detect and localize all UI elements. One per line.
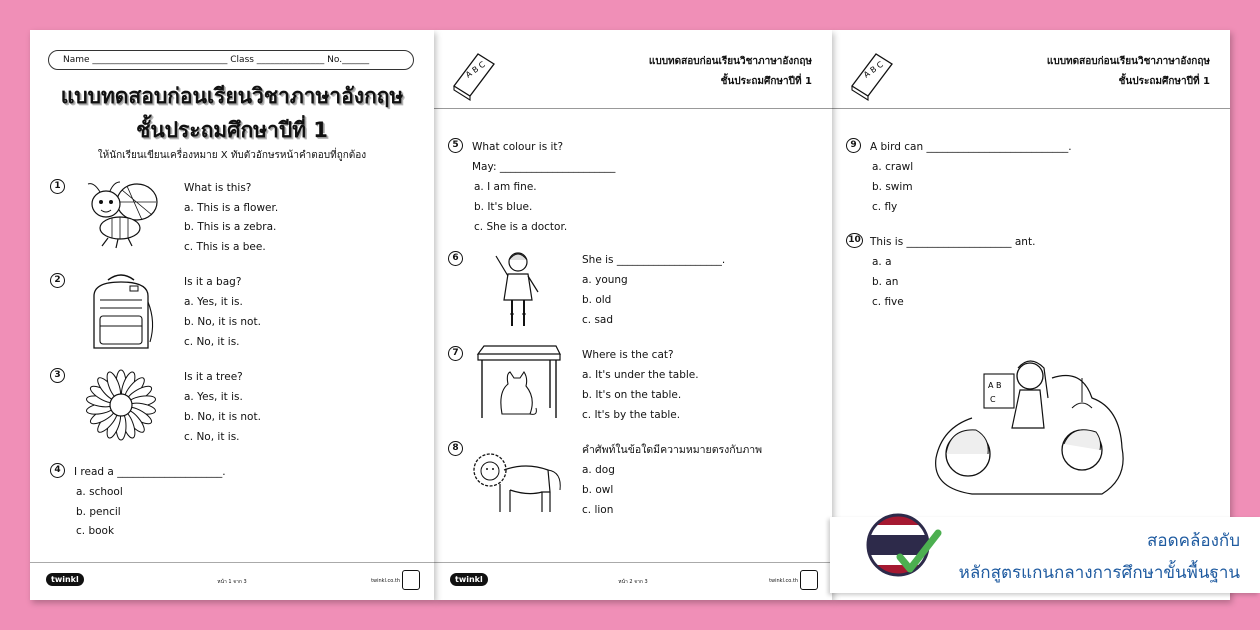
question-10-option-c[interactable]: c. five xyxy=(872,296,904,308)
question-5-option-a[interactable]: a. I am fine. xyxy=(474,181,537,193)
teacher-children-illustration xyxy=(932,358,1132,502)
page-1-footer xyxy=(30,562,434,600)
abc-book-icon xyxy=(448,48,498,98)
question-number-6: 6 xyxy=(448,251,463,266)
question-3-option-a[interactable]: a. Yes, it is. xyxy=(184,391,243,403)
header-title-line-2: ชั้นประถมศึกษาปีที่ 1 xyxy=(720,76,812,87)
question-6-option-c[interactable]: c. sad xyxy=(582,314,614,326)
thailand-flag-icon xyxy=(864,509,944,581)
svg-text:C: C xyxy=(990,395,996,404)
question-8-option-c[interactable]: c. lion xyxy=(582,504,614,516)
question-5-option-c[interactable]: c. She is a doctor. xyxy=(474,221,568,233)
question-5-dialogue: May: ______________________ xyxy=(472,161,616,173)
question-4-option-a[interactable]: a. school xyxy=(76,486,123,498)
question-2-option-c[interactable]: c. No, it is. xyxy=(184,336,240,348)
question-1-option-b[interactable]: b. This is a zebra. xyxy=(184,221,277,233)
question-9-stem: A bird can ___________________________. xyxy=(870,141,1072,153)
name-class-bar: Name ______________________________ Class _______________ No.______ xyxy=(48,50,414,70)
header-divider xyxy=(434,108,832,109)
question-10-option-b[interactable]: b. an xyxy=(872,276,899,288)
header-title-line-1: แบบทดสอบก่อนเรียนวิชาภาษาอังกฤษ xyxy=(1046,56,1210,67)
page-2-header xyxy=(649,52,812,92)
page-3-header xyxy=(1047,52,1210,92)
question-number-4: 4 xyxy=(50,463,65,478)
backpack-icon xyxy=(86,272,156,352)
page-title-line-2: ชั้นประถมศึกษาปีที่ 1 xyxy=(136,118,328,142)
question-number-7: 7 xyxy=(448,346,463,361)
question-7-option-c[interactable]: c. It's by the table. xyxy=(582,409,681,421)
question-number-9: 9 xyxy=(846,138,861,153)
page-title-line-1: แบบทดสอบก่อนเรียนวิชาภาษาอังกฤษ xyxy=(60,84,404,108)
header-title-line-1: แบบทดสอบก่อนเรียนวิชาภาษาอังกฤษ xyxy=(648,56,812,67)
question-4-stem: I read a ____________________. xyxy=(74,466,226,478)
page-2-footer xyxy=(434,562,832,600)
twinkl-logo: twinkl xyxy=(46,573,84,586)
question-1-option-c[interactable]: c. This is a bee. xyxy=(184,241,266,253)
svg-text:A B C: A B C xyxy=(463,59,487,80)
question-5-option-b[interactable]: b. It's blue. xyxy=(474,201,533,213)
question-6-option-a[interactable]: a. young xyxy=(582,274,628,286)
question-2-stem: Is it a bag? xyxy=(184,276,242,288)
question-7-option-b[interactable]: b. It's on the table. xyxy=(582,389,682,401)
question-3-stem: Is it a tree? xyxy=(184,371,243,383)
badge-line-2: หลักสูตรแกนกลางการศึกษาขั้นพื้นฐาน xyxy=(958,563,1240,583)
worksheet-page-1 xyxy=(30,30,434,600)
question-8-option-b[interactable]: b. owl xyxy=(582,484,614,496)
question-3-option-c[interactable]: c. No, it is. xyxy=(184,431,240,443)
question-6-stem: She is ____________________. xyxy=(582,254,726,266)
question-9-option-c[interactable]: c. fly xyxy=(872,201,898,213)
question-number-2: 2 xyxy=(50,273,65,288)
question-number-5: 5 xyxy=(448,138,463,153)
question-number-10: 10 xyxy=(846,233,863,248)
svg-text:A B C: A B C xyxy=(861,59,885,80)
instruction-text: ให้นักเรียนเขียนเครื่องหมาย X ทับตัวอักษรหน้าคำตอบที่ถูกต้อง xyxy=(97,150,367,161)
header-title-line-2: ชั้นประถมศึกษาปีที่ 1 xyxy=(1118,76,1210,87)
question-7-option-a[interactable]: a. It's under the table. xyxy=(582,369,699,381)
quality-badge-icon xyxy=(402,570,420,590)
abc-book-icon xyxy=(846,48,896,98)
question-2-option-b[interactable]: b. No, it is not. xyxy=(184,316,261,328)
question-9-option-b[interactable]: b. swim xyxy=(872,181,913,193)
question-number-1: 1 xyxy=(50,179,65,194)
table-cat-icon xyxy=(474,344,564,420)
page-number: หน้า 2 จาก 3 xyxy=(618,579,648,585)
curriculum-badge xyxy=(830,517,1260,593)
quality-badge-icon xyxy=(800,570,818,590)
worksheet-page-2 xyxy=(434,30,832,600)
twinkl-logo: twinkl xyxy=(450,573,488,586)
question-10-option-a[interactable]: a. a xyxy=(872,256,892,268)
question-1-option-a[interactable]: a. This is a flower. xyxy=(184,202,279,214)
question-10-stem: This is ____________________ ant. xyxy=(870,236,1036,248)
badge-line-1: สอดคล้องกับ xyxy=(1146,531,1240,551)
question-6-option-b[interactable]: b. old xyxy=(582,294,612,306)
site-link[interactable]: twinkl.co.th xyxy=(371,578,400,584)
question-7-stem: Where is the cat? xyxy=(582,349,674,361)
lion-icon xyxy=(470,450,566,516)
question-4-option-b[interactable]: b. pencil xyxy=(76,506,121,518)
svg-text:A B: A B xyxy=(988,381,1002,390)
question-5-stem: What colour is it? xyxy=(472,141,564,153)
site-link[interactable]: twinkl.co.th xyxy=(769,578,798,584)
flower-icon xyxy=(86,370,156,440)
question-4-option-c[interactable]: c. book xyxy=(76,525,115,537)
girl-icon xyxy=(490,248,550,330)
header-divider xyxy=(832,108,1230,109)
question-8-option-a[interactable]: a. dog xyxy=(582,464,615,476)
question-8-stem: คำศัพท์ในข้อใดมีความหมายตรงกับภาพ xyxy=(582,444,763,456)
question-3-option-b[interactable]: b. No, it is not. xyxy=(184,411,261,423)
question-1-stem: What is this? xyxy=(184,182,252,194)
question-number-8: 8 xyxy=(448,441,463,456)
question-9-option-a[interactable]: a. crawl xyxy=(872,161,914,173)
question-2-option-a[interactable]: a. Yes, it is. xyxy=(184,296,243,308)
page-number: หน้า 1 จาก 3 xyxy=(217,579,247,585)
bee-icon xyxy=(82,180,162,250)
question-number-3: 3 xyxy=(50,368,65,383)
